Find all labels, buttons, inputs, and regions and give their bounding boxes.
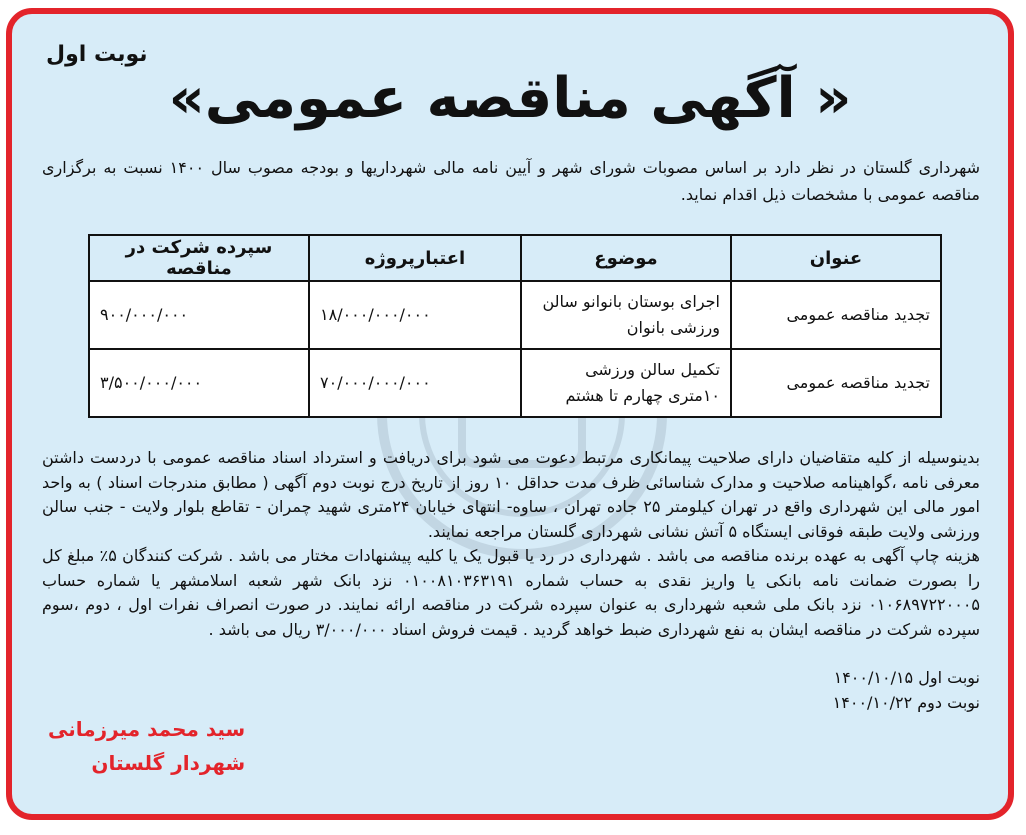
stage-label: نوبت اول: [46, 42, 148, 67]
table-header-row: [89, 235, 941, 281]
tender-table: [88, 234, 942, 418]
signatory-name: سید محمد میرزمانی: [48, 717, 246, 741]
header-budget: اعتبارپروژه: [309, 235, 521, 281]
date-second-round: نوبت دوم ۱۴۰۰/۱۰/۲۲: [832, 692, 980, 712]
header-title: عنوان: [731, 235, 941, 281]
signatory-role: شهردار گلستان: [91, 751, 246, 775]
body-paragraph-conditions: هزینه چاپ آگهی به عهده برنده مناقصه می باشد . شهرداری در رد یا قبول یک یا کلیه پیشنهادات مختار می باشد . شرکت کنندگان ۵٪ مبلغ کل را بصورت ضمانت نامه بانکی یا واریز نقدی به حساب شماره ۰۱۰۰۸۱۰۳۶۳۱۹۱ نزد بانک شهر شعبه اسلامشهر یا شماره حساب ۰۱۰۶۸۹۷۲۲۰۰۰۵ نزد بانک ملی شعبه شهرداری به عنوان سپرده شرکت در مناقصه ارائه نمایند. در صورت انصراف نفرات اول ، دوم ،سوم سپرده شرکت در مناقصه ایشان به نفع شهرداری ضبط خواهد گردید . قیمت فروش اسناد ۳/۰۰۰/۰۰۰ ریال می باشد .: [42, 546, 980, 639]
date-first-round: نوبت اول ۱۴۰۰/۱۰/۱۵: [833, 668, 980, 687]
row-deposit: ۹۰۰/۰۰۰/۰۰۰: [89, 281, 309, 349]
table-row: [89, 281, 941, 349]
notice-frame: [6, 8, 1014, 820]
publication-dates: [680, 666, 980, 715]
row-budget: ۷۰/۰۰۰/۰۰۰/۰۰۰: [309, 349, 521, 417]
row-budget: ۱۸/۰۰۰/۰۰۰/۰۰۰: [309, 281, 521, 349]
row-subject: اجرای بوستان بانوانو سالن ورزشی بانوان: [521, 281, 731, 349]
row-title: تجدید مناقصه عمومی: [731, 349, 941, 417]
intro-paragraph: شهرداری گلستان در نظر دارد بر اساس مصوبات شورای شهر و آیین نامه مالی شهرداریها و بودجه مصوب سال ۱۴۰۰ نسبت به برگزاری مناقصه عمومی با مشخصات ذیل اقدام نماید.: [42, 158, 981, 204]
body-text: [42, 446, 980, 642]
signature-block: [48, 712, 245, 780]
header-subject: موضوع: [521, 235, 731, 281]
header-deposit: سپرده شرکت در مناقصه: [89, 235, 309, 281]
body-paragraph-invitation: بدینوسیله از کلیه متقاضیان دارای صلاحیت پیمانکاری مرتبط دعوت می شود برای دریافت و استرداد اسناد مناقصه عمومی با دردست داشتن معرفی نامه ،گواهینامه صلاحیت و مدارک شناسائی ظرف مدت حداقل ۱۰ روز از تاریخ درج نوبت دوم آگهی ( مطابق مندرجات اسناد ) به واحد امور مالی این شهرداری واقع در تهران کیلومتر ۲۵ جاده تهران ، ساوه- انتهای خیابان ۲۴متری شهید چمران - تقاطع بلوار ولایت - جنب سالن ورزشی ولایت طبقه فوقانی ایستگاه ۵ آتش نشانی شهرداری گلستان مراجعه نمایند.: [42, 448, 981, 541]
row-deposit: ۳/۵۰۰/۰۰۰/۰۰۰: [89, 349, 309, 417]
row-subject: تکمیل سالن ورزشی ۱۰متری چهارم تا هشتم: [521, 349, 731, 417]
page-title: « آگهی مناقصه عمومی»: [168, 66, 852, 131]
table-row: [89, 349, 941, 417]
row-title: تجدید مناقصه عمومی: [731, 281, 941, 349]
